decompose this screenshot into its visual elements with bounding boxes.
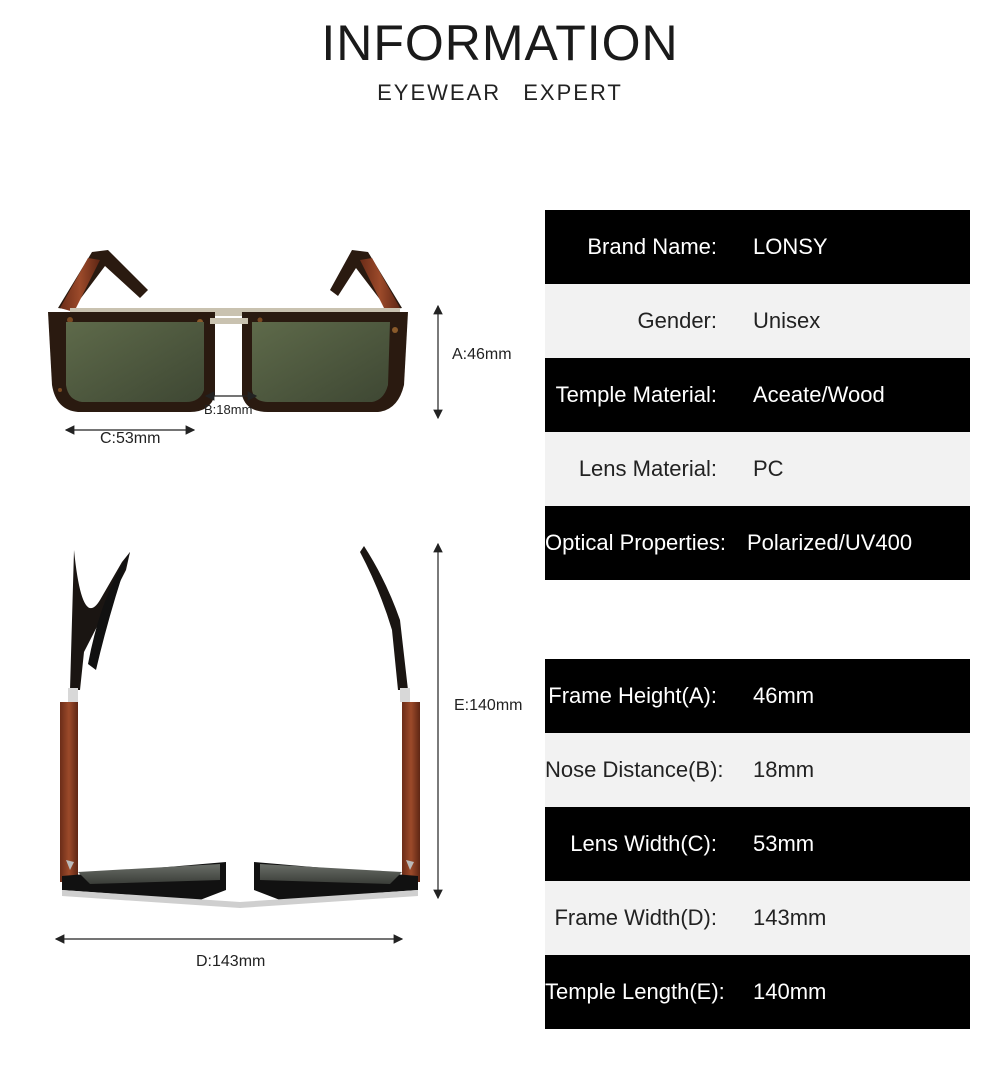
spec-row-temple-material [545,358,970,432]
spec-value: Unisex [753,308,821,333]
dimension-c-label: C:53mm [100,430,161,447]
dimension-b-label: B:18mm [204,402,253,417]
spec-label: Temple Length(E): [545,979,725,1004]
spec-table-size [545,659,970,1029]
front-view [48,250,408,412]
spec-table-general [545,210,970,580]
spec-value: LONSY [753,234,828,259]
spec-value: 18mm [753,757,815,782]
spec-row-brand [545,210,970,284]
spec-value: PC [753,456,784,481]
spec-label: Lens Material: [578,456,717,481]
dimension-e-label: E:140mm [454,697,523,714]
spec-row-temple-length [545,955,970,1029]
spec-row-lens-width [545,807,970,881]
dimension-d-label: D:143mm [196,953,266,970]
spec-label: Frame Width(D): [554,905,717,930]
sunglasses-illustration [0,190,540,990]
spec-label: Lens Width(C): [570,831,717,856]
spec-label: Frame Height(A): [548,683,717,708]
spec-value: Polarized/UV400 [747,530,913,555]
spec-row-gender [545,284,970,358]
product-drawings [0,190,540,990]
spec-label: Gender: [637,308,717,333]
spec-label: Nose Distance(B): [545,757,724,782]
spec-label: Optical Properties: [545,530,726,555]
spec-value: 46mm [753,683,815,708]
spec-label: Temple Material: [555,382,717,407]
top-view [60,546,420,908]
spec-row-nose-distance [545,733,970,807]
spec-value: 140mm [753,979,827,1004]
spec-row-lens-material [545,432,970,506]
dimension-a-label: A:46mm [452,346,512,363]
spec-value: 53mm [753,831,815,856]
spec-value: 143mm [753,905,827,930]
spec-value: Aceate/Wood [753,382,885,407]
spec-row-frame-height [545,659,970,733]
page-title: INFORMATION [321,15,679,71]
spec-row-frame-width [545,881,970,955]
spec-label: Brand Name: [587,234,717,259]
spec-row-optical-properties [545,506,970,580]
page-subtitle: EYEWEAR EXPERT [377,80,623,105]
